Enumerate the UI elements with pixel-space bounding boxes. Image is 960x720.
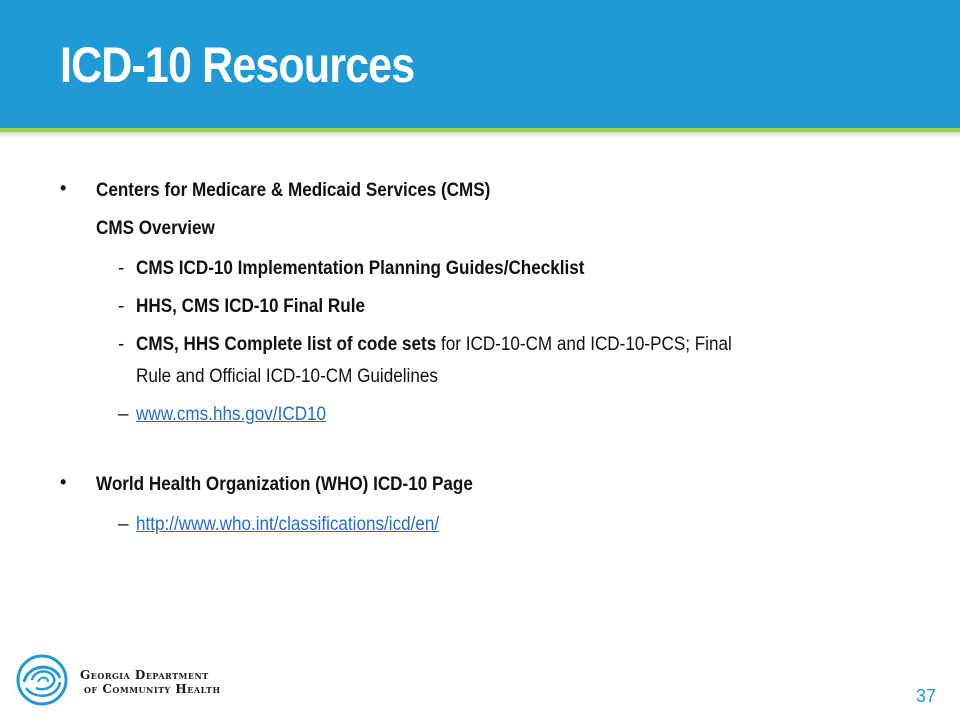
org-name-line1: Georgia Department	[80, 668, 209, 682]
item-marker: -	[118, 258, 125, 279]
cms-heading: Centers for Medicare & Medicaid Services (CMS)	[96, 180, 491, 201]
cms-link[interactable]: www.cms.hhs.gov/ICD10	[136, 404, 327, 425]
item-marker: -	[118, 334, 125, 355]
org-name-line2: of Community Health	[84, 682, 221, 696]
slide-title: ICD-10 Resources	[60, 37, 415, 93]
org-name	[80, 668, 221, 696]
page-number: 37	[915, 686, 936, 706]
cms-item-code-sets-bold: CMS, HHS Complete list of code sets	[136, 334, 437, 355]
cms-item-code-sets	[136, 334, 732, 356]
swirl-logo-icon	[14, 652, 70, 708]
who-link[interactable]: http://www.who.int/classifications/icd/en/	[136, 514, 440, 535]
cms-subheading: CMS Overview	[96, 218, 215, 239]
cms-item-planning-guides: CMS ICD-10 Implementation Planning Guides/Checklist	[136, 258, 585, 279]
link-marker: –	[118, 514, 129, 535]
bullet-who: •	[60, 472, 67, 492]
item-marker: -	[118, 296, 125, 317]
cms-item-final-rule: HHS, CMS ICD-10 Final Rule	[136, 296, 365, 317]
cms-item-code-sets-text: for ICD-10-CM and ICD-10-PCS; Final	[436, 334, 732, 355]
who-heading: World Health Organization (WHO) ICD-10 Page	[96, 474, 473, 495]
cms-item-code-sets-line2: Rule and Official ICD-10-CM Guidelines	[136, 366, 438, 387]
link-marker: –	[118, 404, 129, 425]
bullet-cms: •	[60, 178, 67, 198]
